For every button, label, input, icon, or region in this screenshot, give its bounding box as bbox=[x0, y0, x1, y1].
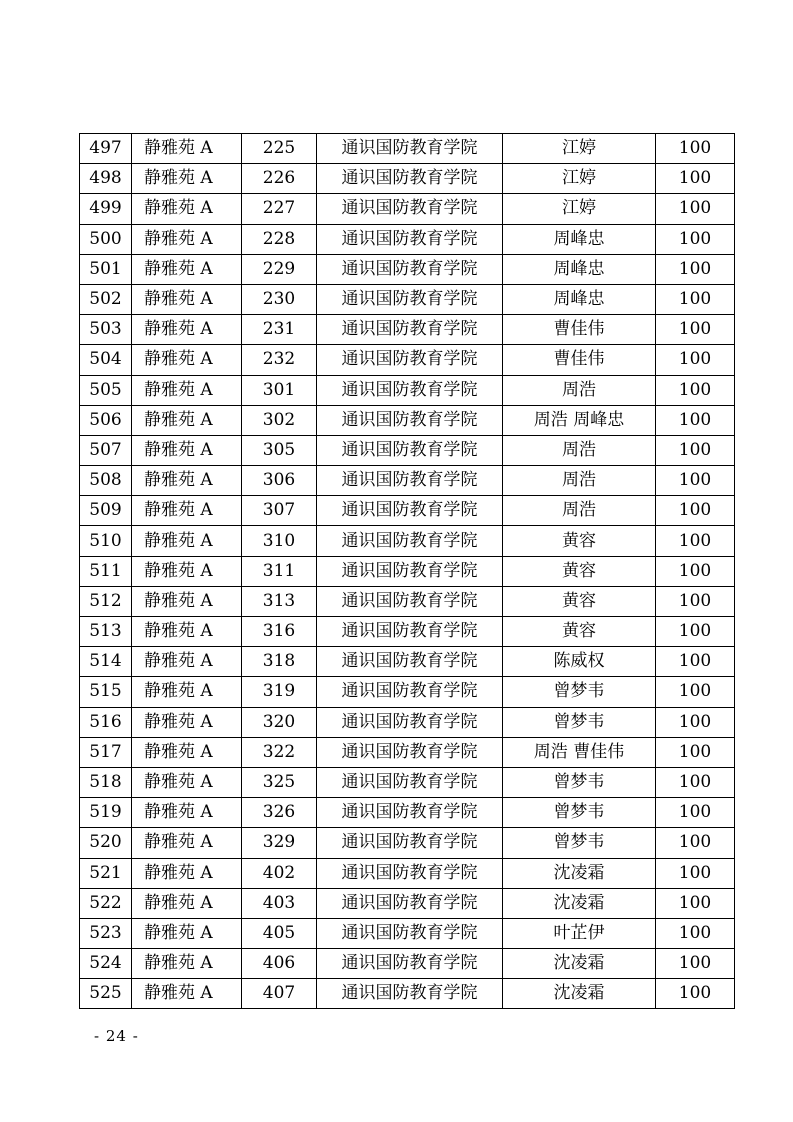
score-cell: 100 bbox=[656, 828, 735, 858]
room-number-cell: 232 bbox=[242, 345, 317, 375]
score-cell: 100 bbox=[656, 647, 735, 677]
building-cell: 静雅苑 A bbox=[132, 224, 242, 254]
table-row bbox=[80, 134, 735, 164]
score-cell: 100 bbox=[656, 949, 735, 979]
college-cell: 通识国防教育学院 bbox=[317, 918, 503, 948]
dormitory-table bbox=[79, 133, 735, 1009]
table-row bbox=[80, 224, 735, 254]
college-cell: 通识国防教育学院 bbox=[317, 345, 503, 375]
score-cell: 100 bbox=[656, 918, 735, 948]
row-number-cell: 513 bbox=[80, 617, 132, 647]
college-cell: 通识国防教育学院 bbox=[317, 375, 503, 405]
score-cell: 100 bbox=[656, 134, 735, 164]
table-row bbox=[80, 435, 735, 465]
building-cell: 静雅苑 A bbox=[132, 586, 242, 616]
table-row bbox=[80, 707, 735, 737]
room-number-cell: 405 bbox=[242, 918, 317, 948]
row-number-cell: 522 bbox=[80, 888, 132, 918]
building-cell: 静雅苑 A bbox=[132, 466, 242, 496]
staff-name-cell: 陈威权 bbox=[503, 647, 656, 677]
staff-name-cell: 曾梦韦 bbox=[503, 677, 656, 707]
table-row bbox=[80, 466, 735, 496]
building-cell: 静雅苑 A bbox=[132, 767, 242, 797]
table-row bbox=[80, 526, 735, 556]
row-number-cell: 509 bbox=[80, 496, 132, 526]
college-cell: 通识国防教育学院 bbox=[317, 767, 503, 797]
row-number-cell: 521 bbox=[80, 858, 132, 888]
staff-name-cell: 黄容 bbox=[503, 617, 656, 647]
page-number: - 24 - bbox=[94, 1027, 139, 1045]
room-number-cell: 403 bbox=[242, 888, 317, 918]
room-number-cell: 310 bbox=[242, 526, 317, 556]
college-cell: 通识国防教育学院 bbox=[317, 164, 503, 194]
staff-name-cell: 周峰忠 bbox=[503, 254, 656, 284]
room-number-cell: 229 bbox=[242, 254, 317, 284]
staff-name-cell: 江婷 bbox=[503, 134, 656, 164]
table-row bbox=[80, 798, 735, 828]
building-cell: 静雅苑 A bbox=[132, 435, 242, 465]
college-cell: 通识国防教育学院 bbox=[317, 254, 503, 284]
college-cell: 通识国防教育学院 bbox=[317, 858, 503, 888]
building-cell: 静雅苑 A bbox=[132, 345, 242, 375]
room-number-cell: 301 bbox=[242, 375, 317, 405]
college-cell: 通识国防教育学院 bbox=[317, 617, 503, 647]
row-number-cell: 524 bbox=[80, 949, 132, 979]
room-number-cell: 226 bbox=[242, 164, 317, 194]
college-cell: 通识国防教育学院 bbox=[317, 134, 503, 164]
room-number-cell: 402 bbox=[242, 858, 317, 888]
table-row bbox=[80, 284, 735, 314]
row-number-cell: 510 bbox=[80, 526, 132, 556]
college-cell: 通识国防教育学院 bbox=[317, 586, 503, 616]
row-number-cell: 516 bbox=[80, 707, 132, 737]
score-cell: 100 bbox=[656, 224, 735, 254]
building-cell: 静雅苑 A bbox=[132, 647, 242, 677]
table-row bbox=[80, 617, 735, 647]
score-cell: 100 bbox=[656, 677, 735, 707]
table-row bbox=[80, 164, 735, 194]
table-row bbox=[80, 949, 735, 979]
college-cell: 通识国防教育学院 bbox=[317, 466, 503, 496]
table-row bbox=[80, 737, 735, 767]
row-number-cell: 512 bbox=[80, 586, 132, 616]
staff-name-cell: 沈凌霜 bbox=[503, 888, 656, 918]
building-cell: 静雅苑 A bbox=[132, 979, 242, 1009]
room-number-cell: 322 bbox=[242, 737, 317, 767]
staff-name-cell: 江婷 bbox=[503, 164, 656, 194]
table-row bbox=[80, 556, 735, 586]
row-number-cell: 498 bbox=[80, 164, 132, 194]
room-number-cell: 307 bbox=[242, 496, 317, 526]
table-body bbox=[80, 134, 735, 1009]
score-cell: 100 bbox=[656, 466, 735, 496]
row-number-cell: 519 bbox=[80, 798, 132, 828]
score-cell: 100 bbox=[656, 315, 735, 345]
staff-name-cell: 江婷 bbox=[503, 194, 656, 224]
college-cell: 通识国防教育学院 bbox=[317, 405, 503, 435]
score-cell: 100 bbox=[656, 737, 735, 767]
row-number-cell: 502 bbox=[80, 284, 132, 314]
building-cell: 静雅苑 A bbox=[132, 375, 242, 405]
row-number-cell: 514 bbox=[80, 647, 132, 677]
score-cell: 100 bbox=[656, 556, 735, 586]
staff-name-cell: 周浩 bbox=[503, 496, 656, 526]
college-cell: 通识国防教育学院 bbox=[317, 737, 503, 767]
score-cell: 100 bbox=[656, 858, 735, 888]
room-number-cell: 325 bbox=[242, 767, 317, 797]
room-number-cell: 227 bbox=[242, 194, 317, 224]
table-row bbox=[80, 405, 735, 435]
room-number-cell: 319 bbox=[242, 677, 317, 707]
table-row bbox=[80, 315, 735, 345]
room-number-cell: 228 bbox=[242, 224, 317, 254]
table-row bbox=[80, 767, 735, 797]
room-number-cell: 230 bbox=[242, 284, 317, 314]
staff-name-cell: 曾梦韦 bbox=[503, 767, 656, 797]
table-row bbox=[80, 888, 735, 918]
row-number-cell: 518 bbox=[80, 767, 132, 797]
table-row bbox=[80, 677, 735, 707]
staff-name-cell: 沈凌霜 bbox=[503, 949, 656, 979]
row-number-cell: 515 bbox=[80, 677, 132, 707]
college-cell: 通识国防教育学院 bbox=[317, 315, 503, 345]
row-number-cell: 511 bbox=[80, 556, 132, 586]
building-cell: 静雅苑 A bbox=[132, 556, 242, 586]
room-number-cell: 305 bbox=[242, 435, 317, 465]
room-number-cell: 406 bbox=[242, 949, 317, 979]
staff-name-cell: 周峰忠 bbox=[503, 224, 656, 254]
score-cell: 100 bbox=[656, 617, 735, 647]
row-number-cell: 501 bbox=[80, 254, 132, 284]
row-number-cell: 503 bbox=[80, 315, 132, 345]
staff-name-cell: 叶芷伊 bbox=[503, 918, 656, 948]
score-cell: 100 bbox=[656, 586, 735, 616]
row-number-cell: 525 bbox=[80, 979, 132, 1009]
building-cell: 静雅苑 A bbox=[132, 254, 242, 284]
room-number-cell: 318 bbox=[242, 647, 317, 677]
college-cell: 通识国防教育学院 bbox=[317, 707, 503, 737]
college-cell: 通识国防教育学院 bbox=[317, 224, 503, 254]
room-number-cell: 311 bbox=[242, 556, 317, 586]
staff-name-cell: 周浩 bbox=[503, 435, 656, 465]
room-number-cell: 407 bbox=[242, 979, 317, 1009]
room-number-cell: 320 bbox=[242, 707, 317, 737]
row-number-cell: 517 bbox=[80, 737, 132, 767]
row-number-cell: 506 bbox=[80, 405, 132, 435]
table-row bbox=[80, 375, 735, 405]
score-cell: 100 bbox=[656, 435, 735, 465]
table-row bbox=[80, 194, 735, 224]
score-cell: 100 bbox=[656, 496, 735, 526]
score-cell: 100 bbox=[656, 194, 735, 224]
college-cell: 通识国防教育学院 bbox=[317, 435, 503, 465]
room-number-cell: 225 bbox=[242, 134, 317, 164]
building-cell: 静雅苑 A bbox=[132, 918, 242, 948]
staff-name-cell: 曾梦韦 bbox=[503, 798, 656, 828]
staff-name-cell: 周浩 周峰忠 bbox=[503, 405, 656, 435]
room-number-cell: 313 bbox=[242, 586, 317, 616]
building-cell: 静雅苑 A bbox=[132, 284, 242, 314]
building-cell: 静雅苑 A bbox=[132, 194, 242, 224]
score-cell: 100 bbox=[656, 164, 735, 194]
staff-name-cell: 曹佳伟 bbox=[503, 345, 656, 375]
building-cell: 静雅苑 A bbox=[132, 164, 242, 194]
table-row bbox=[80, 345, 735, 375]
staff-name-cell: 沈凌霜 bbox=[503, 858, 656, 888]
college-cell: 通识国防教育学院 bbox=[317, 677, 503, 707]
score-cell: 100 bbox=[656, 254, 735, 284]
staff-name-cell: 黄容 bbox=[503, 526, 656, 556]
college-cell: 通识国防教育学院 bbox=[317, 556, 503, 586]
room-number-cell: 329 bbox=[242, 828, 317, 858]
staff-name-cell: 周浩 bbox=[503, 466, 656, 496]
building-cell: 静雅苑 A bbox=[132, 405, 242, 435]
building-cell: 静雅苑 A bbox=[132, 526, 242, 556]
building-cell: 静雅苑 A bbox=[132, 496, 242, 526]
college-cell: 通识国防教育学院 bbox=[317, 194, 503, 224]
score-cell: 100 bbox=[656, 284, 735, 314]
score-cell: 100 bbox=[656, 707, 735, 737]
score-cell: 100 bbox=[656, 767, 735, 797]
building-cell: 静雅苑 A bbox=[132, 888, 242, 918]
room-number-cell: 306 bbox=[242, 466, 317, 496]
table-row bbox=[80, 828, 735, 858]
score-cell: 100 bbox=[656, 375, 735, 405]
building-cell: 静雅苑 A bbox=[132, 707, 242, 737]
table-row bbox=[80, 979, 735, 1009]
building-cell: 静雅苑 A bbox=[132, 858, 242, 888]
building-cell: 静雅苑 A bbox=[132, 617, 242, 647]
table-row bbox=[80, 858, 735, 888]
score-cell: 100 bbox=[656, 405, 735, 435]
staff-name-cell: 曾梦韦 bbox=[503, 707, 656, 737]
score-cell: 100 bbox=[656, 888, 735, 918]
college-cell: 通识国防教育学院 bbox=[317, 496, 503, 526]
score-cell: 100 bbox=[656, 979, 735, 1009]
building-cell: 静雅苑 A bbox=[132, 315, 242, 345]
college-cell: 通识国防教育学院 bbox=[317, 888, 503, 918]
college-cell: 通识国防教育学院 bbox=[317, 828, 503, 858]
building-cell: 静雅苑 A bbox=[132, 134, 242, 164]
row-number-cell: 500 bbox=[80, 224, 132, 254]
table-row bbox=[80, 496, 735, 526]
row-number-cell: 499 bbox=[80, 194, 132, 224]
row-number-cell: 497 bbox=[80, 134, 132, 164]
building-cell: 静雅苑 A bbox=[132, 798, 242, 828]
table-row bbox=[80, 647, 735, 677]
college-cell: 通识国防教育学院 bbox=[317, 526, 503, 556]
room-number-cell: 302 bbox=[242, 405, 317, 435]
room-number-cell: 316 bbox=[242, 617, 317, 647]
college-cell: 通识国防教育学院 bbox=[317, 979, 503, 1009]
row-number-cell: 507 bbox=[80, 435, 132, 465]
building-cell: 静雅苑 A bbox=[132, 828, 242, 858]
room-number-cell: 326 bbox=[242, 798, 317, 828]
table-row bbox=[80, 918, 735, 948]
staff-name-cell: 黄容 bbox=[503, 556, 656, 586]
building-cell: 静雅苑 A bbox=[132, 677, 242, 707]
staff-name-cell: 沈凌霜 bbox=[503, 979, 656, 1009]
building-cell: 静雅苑 A bbox=[132, 949, 242, 979]
building-cell: 静雅苑 A bbox=[132, 737, 242, 767]
score-cell: 100 bbox=[656, 526, 735, 556]
table-row bbox=[80, 254, 735, 284]
college-cell: 通识国防教育学院 bbox=[317, 798, 503, 828]
staff-name-cell: 曾梦韦 bbox=[503, 828, 656, 858]
college-cell: 通识国防教育学院 bbox=[317, 284, 503, 314]
score-cell: 100 bbox=[656, 798, 735, 828]
row-number-cell: 523 bbox=[80, 918, 132, 948]
college-cell: 通识国防教育学院 bbox=[317, 647, 503, 677]
row-number-cell: 504 bbox=[80, 345, 132, 375]
score-cell: 100 bbox=[656, 345, 735, 375]
college-cell: 通识国防教育学院 bbox=[317, 949, 503, 979]
row-number-cell: 520 bbox=[80, 828, 132, 858]
staff-name-cell: 周浩 曹佳伟 bbox=[503, 737, 656, 767]
staff-name-cell: 曹佳伟 bbox=[503, 315, 656, 345]
room-number-cell: 231 bbox=[242, 315, 317, 345]
row-number-cell: 505 bbox=[80, 375, 132, 405]
staff-name-cell: 周浩 bbox=[503, 375, 656, 405]
row-number-cell: 508 bbox=[80, 466, 132, 496]
staff-name-cell: 周峰忠 bbox=[503, 284, 656, 314]
staff-name-cell: 黄容 bbox=[503, 586, 656, 616]
table-row bbox=[80, 586, 735, 616]
